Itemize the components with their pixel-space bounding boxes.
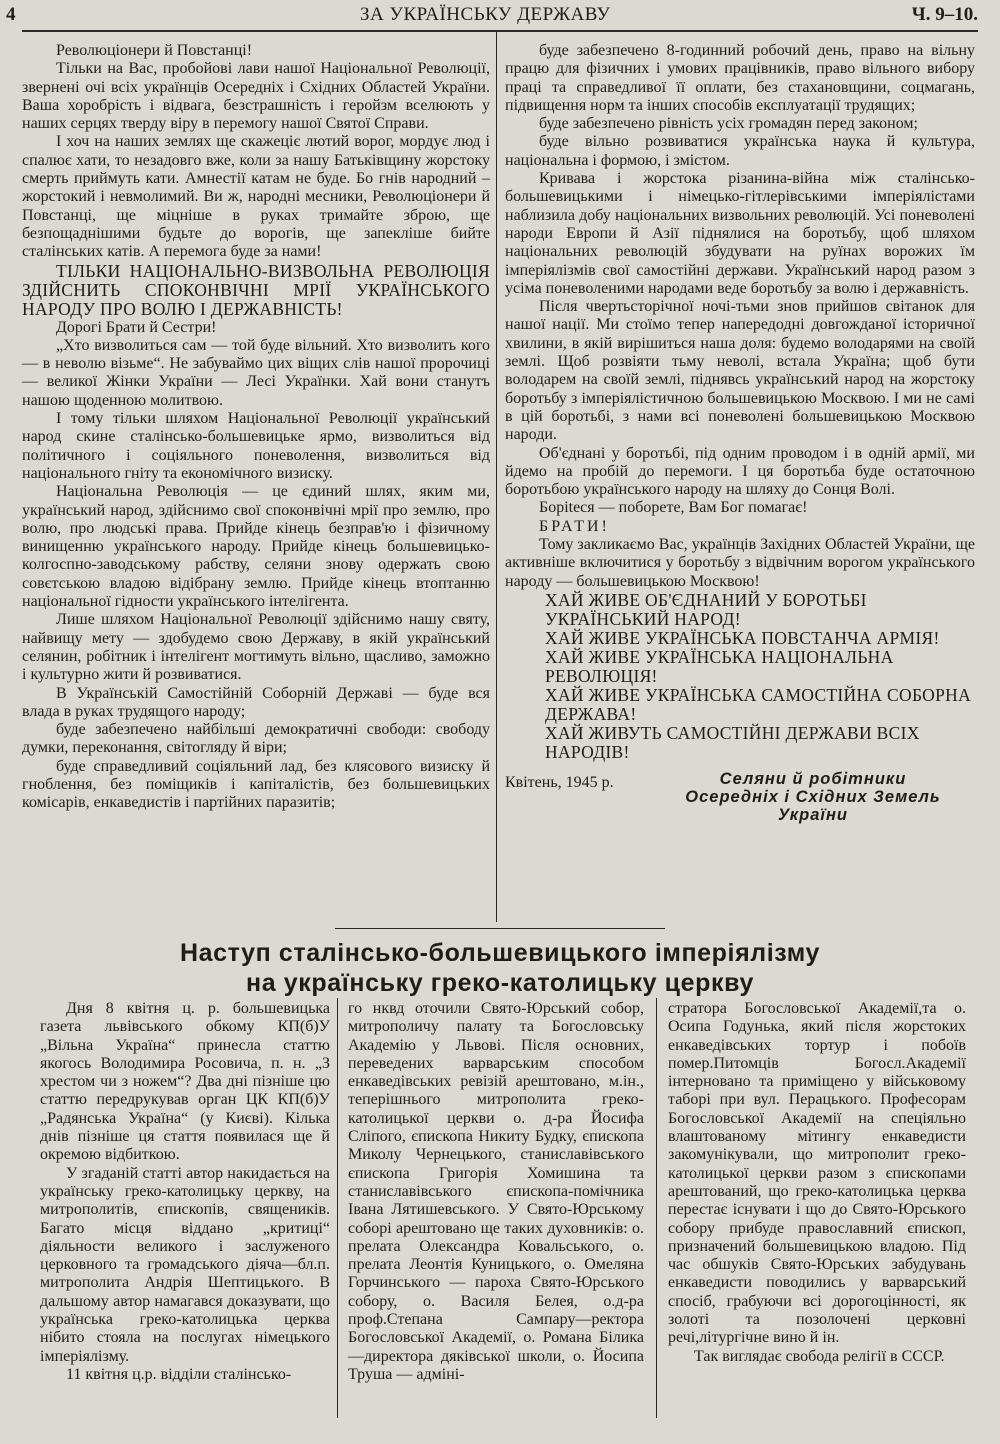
paragraph: У згаданій статті автор накидається на українську греко-католицьку церкву, на митрополитів, єпископів, священиків. Багато місця віддано „критиці“ діяльности великого і заслуженого церковного та громадського діяча—бл.п. митрополита Андрія Шептицького. В дальшому автор намагався доказувати, що українська греко-католицька церква нібито стояла на послугах німецького імперіялізму. <box>40 1164 330 1365</box>
paragraph: Дорогі Брати й Сестри! <box>56 318 217 336</box>
paragraph: буде вільно розвиватися українська наука й культура, національна і формою, і змістом. <box>505 133 975 169</box>
paragraph: І тому тільки шляхом Національної Революції український народ скине сталінсько-большевицьке ярмо, визволиться від політичного і соціяльного поневолення, визволиться від національного гніту та економічного визиску. <box>22 410 490 482</box>
column-divider <box>496 32 497 922</box>
headline-line: Наступ сталінсько-большевицького імперіялізму <box>180 939 820 967</box>
paragraph: Дня 8 квітня ц. р. большевицька газета львівського обкому КП(б)У „Вільна Україна“ принесла статтю якогось Володимира Росовича, п. н. „З хрестом чи з ножем“? Два дні пізніше цю статтю передрукував орган ЦК КП(б)У „Радянська Україна“ (у Києві). Кілька днів пізніше ця стаття появилася ще й окремою відбиткою. <box>40 1000 330 1164</box>
paragraph: стратора Богословської Академії,та о. Осипа Годунька, який після жорстоких енкаведівських тортур і побоїв помер.Питомців Богосл.Академії інтерновано та приміщено у військовому таборі при вул. Перацького. Професорам Богословської Академії на спеціяльно влаштованому мітингу енкаведисти закомунікували, що митрополит греко-католицької церкви разом з єпископами арештований, що греко-католицька церква перестає існувати і що до Свято-Юрського собору прибуде православний єпископ, призначений большевицькою владою. Під час обшуків Свято-Юрських забудувань енкаведисти поводились у варварський спосіб, грабуючи всі дорогоцінності, як золоті та позолочені церковні речі,літургічне вино й ін. <box>668 1000 966 1347</box>
paragraph: буде забезпечено 8-годинний робочий день, право на вільну працю для фізичних і умових працівників, право вільного вибору праці та справедливої її оплати, без стахановщини, соцмагань, підвищення норм та інших способів експлуатації трудящих; <box>505 42 975 114</box>
slogan: ХАЙ ЖИВУТЬ САМОСТІЙНІ ДЕРЖАВИ ВСІХ НАРОДІВ! <box>545 722 920 762</box>
paragraph: буде забезпечено найбільші демократичні свободи: свободу думки, переконання, світогляду й віри; <box>22 721 490 757</box>
paragraph: го нквд оточили Свято-Юрський собор, митрополичу палату та Богословську Академію у Львові. Після основних, переведених варварським способом енкаведівських ревізій арештовано, м.ін., теперішнього митрополита греко-католицької церкви о. д-ра Йосифа Сліпого, єпископа Никиту Будку, єпископа Миколу Чернецького, станиславівського єпископа Григорія Хомишина та станиславівського єпископа-помічника Івана Лятишевського. У Свято-Юрському соборі арештовано ще таких духовників: о. прелата Олександра Ковальського, о. прелата Леонтія Куницького, о. Омеляна Горчинського — пароха Свято-Юрського собору, о. Василя Белея, о.д-ра проф.Степана Сампару—ректора Богословської Академії, о. Романа Білика—директора дяківської школи, о. Йосипа Труша — адміні- <box>348 1000 644 1383</box>
slogan: ХАЙ ЖИВЕ УКРАЇНСЬКА САМОСТІЙНА СОБОРНА ДЕРЖАВА! <box>545 684 972 724</box>
paragraph: Боріteся — поборете, Вам Бог помагає! <box>539 499 808 517</box>
signature-block <box>505 770 975 830</box>
column-divider <box>337 998 338 1418</box>
paragraph: „Хто визволиться сам — той буде вільний. Хто визволить кого — в неволю візьме“. Не забуваймо цих віщих слів нашої пророчиці — великої Жінки України — Лесі Українки. Хай вони станутъ нашою щоденною молитвою. <box>22 336 490 409</box>
article-column-1 <box>40 1000 330 1384</box>
slogan: ХАЙ ЖИВЕ ОБ'ЄДНАНИЙ У БОРОТЬБІ УКРАЇНСЬКИЙ НАРОД! <box>545 589 867 629</box>
slogan: ХАЙ ЖИВЕ УКРАЇНСЬКА ПОВСТАНЧА АРМІЯ! <box>545 627 940 648</box>
appeal-left-column <box>22 42 490 813</box>
signature-line: Осередніх і Східних Земель <box>685 787 941 806</box>
signature-name <box>653 770 973 824</box>
paragraph: 11 квітня ц.р. відділи сталінсько- <box>66 1365 292 1383</box>
paragraph: Революціонери й Повстанці! <box>56 42 253 59</box>
article-column-3 <box>668 1000 966 1366</box>
paragraph: Лише шляхом Національної Революції здійснимо нашу святу, найвищу мету — здобудемо свою Державу, в якій український селянин, робітник і інтелігент могтимуть вільно, щасливо, заможно і культурно жити й розвиватися. <box>22 611 490 684</box>
capital-slogan: ТІЛЬКИ НАЦІОНАЛЬНО-ВИЗВОЛЬНА РЕВОЛЮЦІЯ ЗДІЙСНИТЬ СПОКОНВІЧНІ МРІЇ УКРАЇНСЬКОГО НАРОДУ ПРО ВОЛЮ І ДЕРЖАВНІСТЬ! <box>22 260 490 319</box>
column-divider <box>656 998 657 1418</box>
headline-line: на українську греко-католицьку церкву <box>246 969 754 997</box>
paragraph: Національна Революція — це єдиний шлях, яким ми, український народ, здійснимо свої споконвічні мрії про землю, про волю, про людські права. Прийде кінець безправ'ю і фізичному винищенню українського народу. Прийде кінець большевицько-колгоспно-заводському рабству, селяни знову одержать свою совєтською владою відібрану землю. Прийде кінець втоптанню національної гідности українського інтелігента. <box>22 483 490 611</box>
signature-line: України <box>777 805 848 824</box>
section-rule <box>335 928 665 929</box>
article-headline <box>0 938 1000 998</box>
paragraph: Після чвертьсторічної ночі-тьми знов прийшов світанок для нашої нації. Ми стоїмо тепер напередодні довгожданої історичної хвилини, в якій вирішиться наша доля: будемо володарями на своїй землі. Щоб розвіяти тьму неволі, встала Україна; щоб бути володарем на своїй землі, піднявсь український народ на жорстоку боротьбу з імперіялістичною большевицькою Москвою. І ми не самі в цій боротьбі, з нами всі поневолені большевицькою Москвою народи. <box>505 298 975 444</box>
paragraph: Тому закликаємо Вас, українців Західних Областей України, ще активніше включитися у боротьбу з відвічним ворогом українського народу — большевицькою Москвою! <box>505 536 975 590</box>
page-header <box>0 0 1000 30</box>
signature-date: Квітень, 1945 р. <box>505 773 614 791</box>
paragraph: Кривава і жорстока різанина-війна між сталінсько-большевицькими і німецько-гітлерівськими імперіялістами наблизила добу національних визвольних революцій. Усі поневолені народи Европи й Азії піднялися на боротьбу, щоб шляхом національних революцій збудувати на руїнах ворожих їм імперіялізмів свої самостійні держави. Український народ разом з усіма поневоленими народами веде боротьбу за волю і державність. <box>505 170 975 297</box>
signature-line: Селяни й робітники <box>719 769 907 788</box>
header-rule <box>22 30 978 32</box>
article-column-2 <box>348 1000 644 1384</box>
masthead-title: ЗА УКРАЇНСЬКУ ДЕРЖАВУ <box>360 4 611 25</box>
paragraph: Об'єднані у боротьбі, під одним проводом і в одній армії, ми йдемо на пробій до перемоги. І ця боротьба буде остаточною боротьбою українського народу на шляху до Сонця Волі. <box>505 444 975 499</box>
page-number: 4 <box>6 4 16 25</box>
paragraph: буде забезпечено рівність усіх громадян перед законом; <box>539 115 918 133</box>
paragraph: В Українській Самостійній Соборній Державі — буде вся влада в руках трудящого народу; <box>22 684 490 720</box>
paragraph: БРАТИ! <box>539 517 610 535</box>
issue-number: Ч. 9–10. <box>911 4 978 25</box>
slogan: ХАЙ ЖИВЕ УКРАЇНСЬКА НАЦІОНАЛЬНА РЕВОЛЮЦІЯ! <box>545 646 894 686</box>
paragraph: Так виглядає свобода релігії в СССР. <box>694 1347 945 1365</box>
paragraph: буде справедливий соціяльний лад, без клясового визиску й гноблення, без поміщиків і капіталістів, без большевицьких комісарів, енкаведистів і партійних паразитів; <box>22 757 490 812</box>
paragraph: Тільки на Вас, пробойові лави нашої Національної Революції, звернені очі всіх українців Осередніх і Східних Областей України. Ваша хоробрість і відвага, безстрашність і геройзм вселюють у наших серцях тверду віру в перемогу нашої Святої Справи. <box>22 60 490 133</box>
appeal-right-column <box>505 42 975 830</box>
paragraph: І хоч на наших землях ще скажеціє лютий ворог, мордує люд і спалює хати, то незадовго вже, коли за нашу Батьківщину жорстоку смерть приймуть кати. Амнестії катам не буде. Бо гнів народний – жорстокий і невмолимий. Ви ж, народні месники, Революціонери й Повстанці, ще міцніше в руках тримайте зброю, ще безпощаднішими будьте до ворогів, ще запекліше бийте сталінських катів. А перемога буде за нами! <box>22 133 490 261</box>
